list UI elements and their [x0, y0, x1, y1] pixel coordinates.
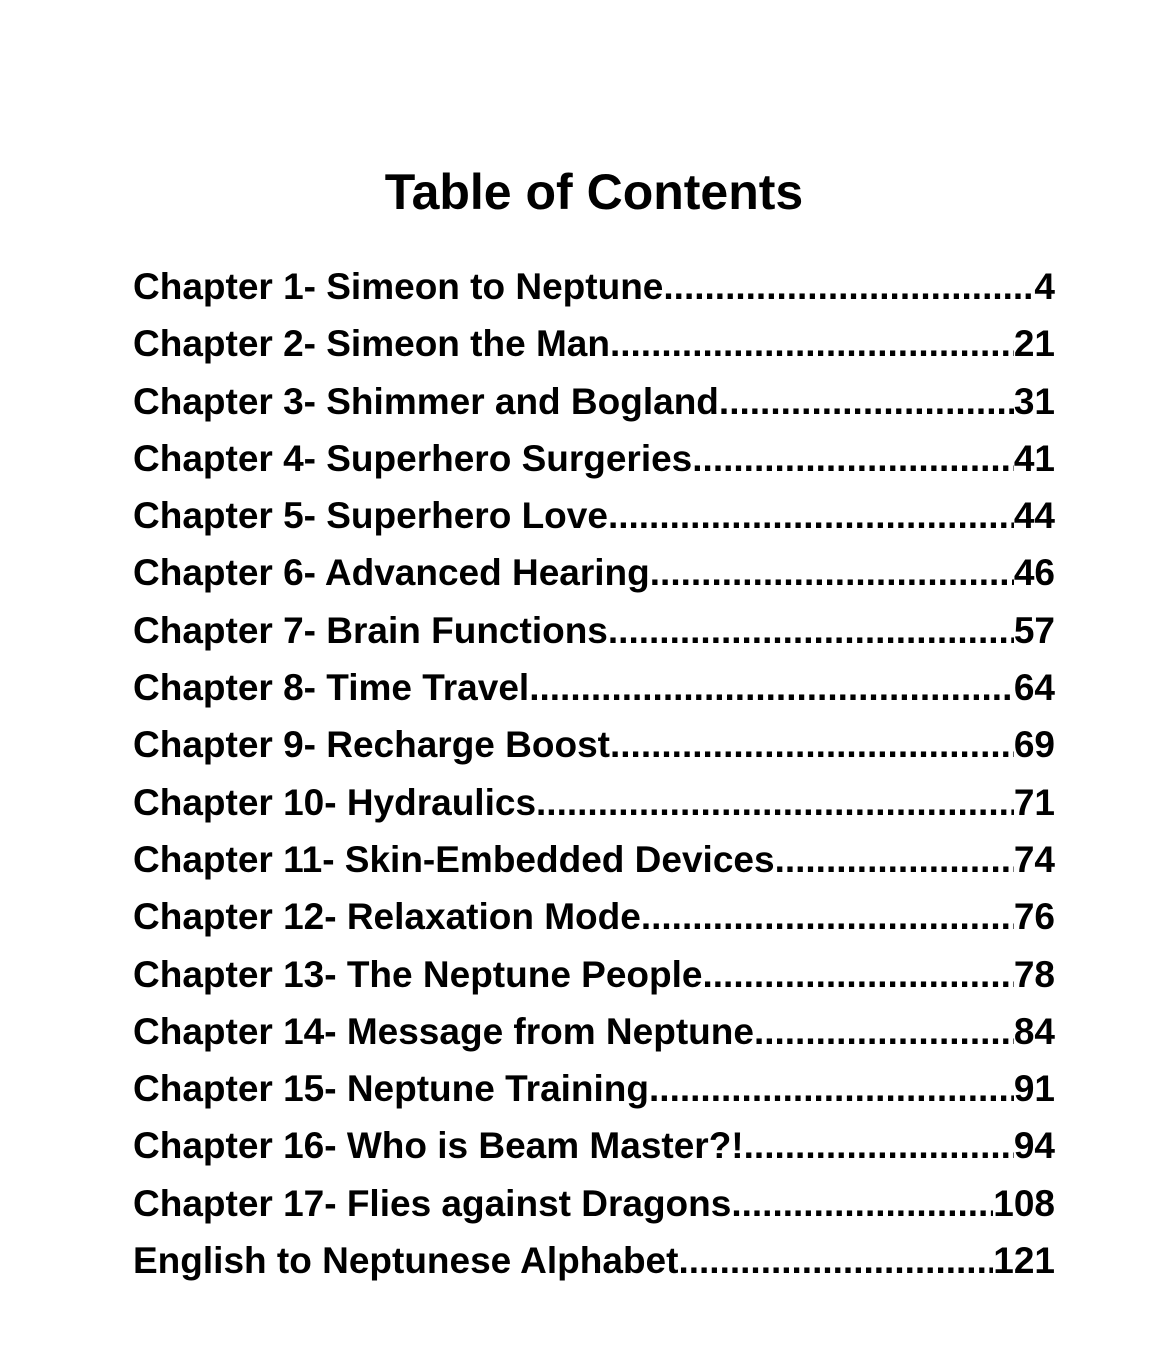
- toc-entry-title: Chapter 17- Flies against Dragons: [133, 1182, 732, 1224]
- toc-page-number: 64: [1013, 667, 1055, 709]
- toc-entry: [133, 258, 1055, 315]
- toc-dot-leader: [731, 1175, 993, 1232]
- toc-entry-title: Chapter 15- Neptune Training: [133, 1068, 650, 1110]
- toc-entry: [133, 315, 1055, 372]
- toc-page-number: 69: [1013, 724, 1055, 766]
- toc-entry-title: Chapter 9- Recharge Boost: [133, 724, 610, 766]
- toc-page-number: 108: [993, 1182, 1055, 1224]
- toc-dot-leader: [754, 1003, 1014, 1060]
- toc-entry-title: Chapter 7- Brain Functions: [133, 609, 608, 651]
- toc-dot-leader: [608, 602, 1014, 659]
- toc-page-number: 76: [1013, 896, 1055, 938]
- toc-entry-title: Chapter 8- Time Travel: [133, 667, 530, 709]
- toc-entry: [133, 1175, 1055, 1232]
- toc-page-number: 94: [1013, 1125, 1055, 1167]
- toc-entry-title: English to Neptunese Alphabet: [133, 1240, 679, 1282]
- toc-entry: [133, 1117, 1055, 1174]
- toc-dot-leader: [719, 373, 1014, 430]
- toc-dot-leader: [703, 946, 1014, 1003]
- toc-entry: [133, 831, 1055, 888]
- toc-entry-title: Chapter 4- Superhero Surgeries: [133, 437, 693, 479]
- toc-dot-leader: [692, 430, 1014, 487]
- toc-dot-leader: [536, 774, 1014, 831]
- toc-dot-leader: [650, 544, 1014, 601]
- toc-dot-leader: [663, 258, 1034, 315]
- toc-entry: [133, 659, 1055, 716]
- toc-entry: [133, 1060, 1055, 1117]
- toc-page-number: 91: [1013, 1068, 1055, 1110]
- toc-dot-leader: [529, 659, 1014, 716]
- toc-list: [133, 258, 1055, 1289]
- toc-entry: [133, 373, 1055, 430]
- toc-dot-leader: [608, 487, 1014, 544]
- toc-dot-leader: [649, 1060, 1014, 1117]
- toc-entry-title: Chapter 6- Advanced Hearing: [133, 552, 650, 594]
- toc-entry: [133, 888, 1055, 945]
- toc-entry: [133, 1232, 1055, 1289]
- page-title: Table of Contents: [384, 164, 804, 220]
- toc-entry-title: Chapter 3- Shimmer and Bogland: [133, 380, 719, 422]
- toc-dot-leader: [641, 888, 1014, 945]
- toc-dot-leader: [610, 716, 1014, 773]
- toc-page-number: 46: [1013, 552, 1055, 594]
- toc-dot-leader: [678, 1232, 993, 1289]
- toc-page-number: 78: [1013, 953, 1055, 995]
- toc-entry-title: Chapter 1- Simeon to Neptune: [133, 266, 664, 307]
- toc-entry-title: Chapter 11- Skin-Embedded Devices: [133, 838, 775, 880]
- toc-entry-title: Chapter 12- Relaxation Mode: [133, 896, 641, 938]
- toc-entry: [133, 602, 1055, 659]
- toc-entry: [133, 716, 1055, 773]
- toc-page-number: 84: [1013, 1010, 1055, 1052]
- toc-dot-leader: [610, 315, 1014, 372]
- toc-entry-title: Chapter 14- Message from Neptune: [133, 1010, 754, 1052]
- toc-page-number: 21: [1013, 323, 1055, 365]
- toc-page-number: 4: [1034, 266, 1055, 307]
- toc-entry: [133, 946, 1055, 1003]
- toc-entry: [133, 487, 1055, 544]
- toc-entry: [133, 430, 1055, 487]
- toc-entry-title: Chapter 10- Hydraulics: [133, 781, 537, 823]
- toc-page-number: 71: [1013, 781, 1055, 823]
- toc-entry-title: Chapter 5- Superhero Love: [133, 495, 608, 537]
- toc-page-number: 121: [993, 1240, 1055, 1282]
- toc-entry: [133, 544, 1055, 601]
- toc-entry-title: Chapter 16- Who is Beam Master?!: [133, 1125, 744, 1167]
- toc-entry-title: Chapter 13- The Neptune People: [133, 953, 703, 995]
- toc-entry-title: Chapter 2- Simeon the Man: [133, 323, 610, 365]
- toc-page-number: 57: [1013, 609, 1055, 651]
- toc-page-number: 31: [1013, 380, 1055, 422]
- toc-page-number: 44: [1013, 495, 1055, 537]
- toc-page-number: 74: [1013, 838, 1055, 880]
- toc-page-number: 41: [1013, 437, 1055, 479]
- toc-entry: [133, 774, 1055, 831]
- toc-dot-leader: [775, 831, 1014, 888]
- toc-dot-leader: [744, 1117, 1014, 1174]
- toc-entry: [133, 1003, 1055, 1060]
